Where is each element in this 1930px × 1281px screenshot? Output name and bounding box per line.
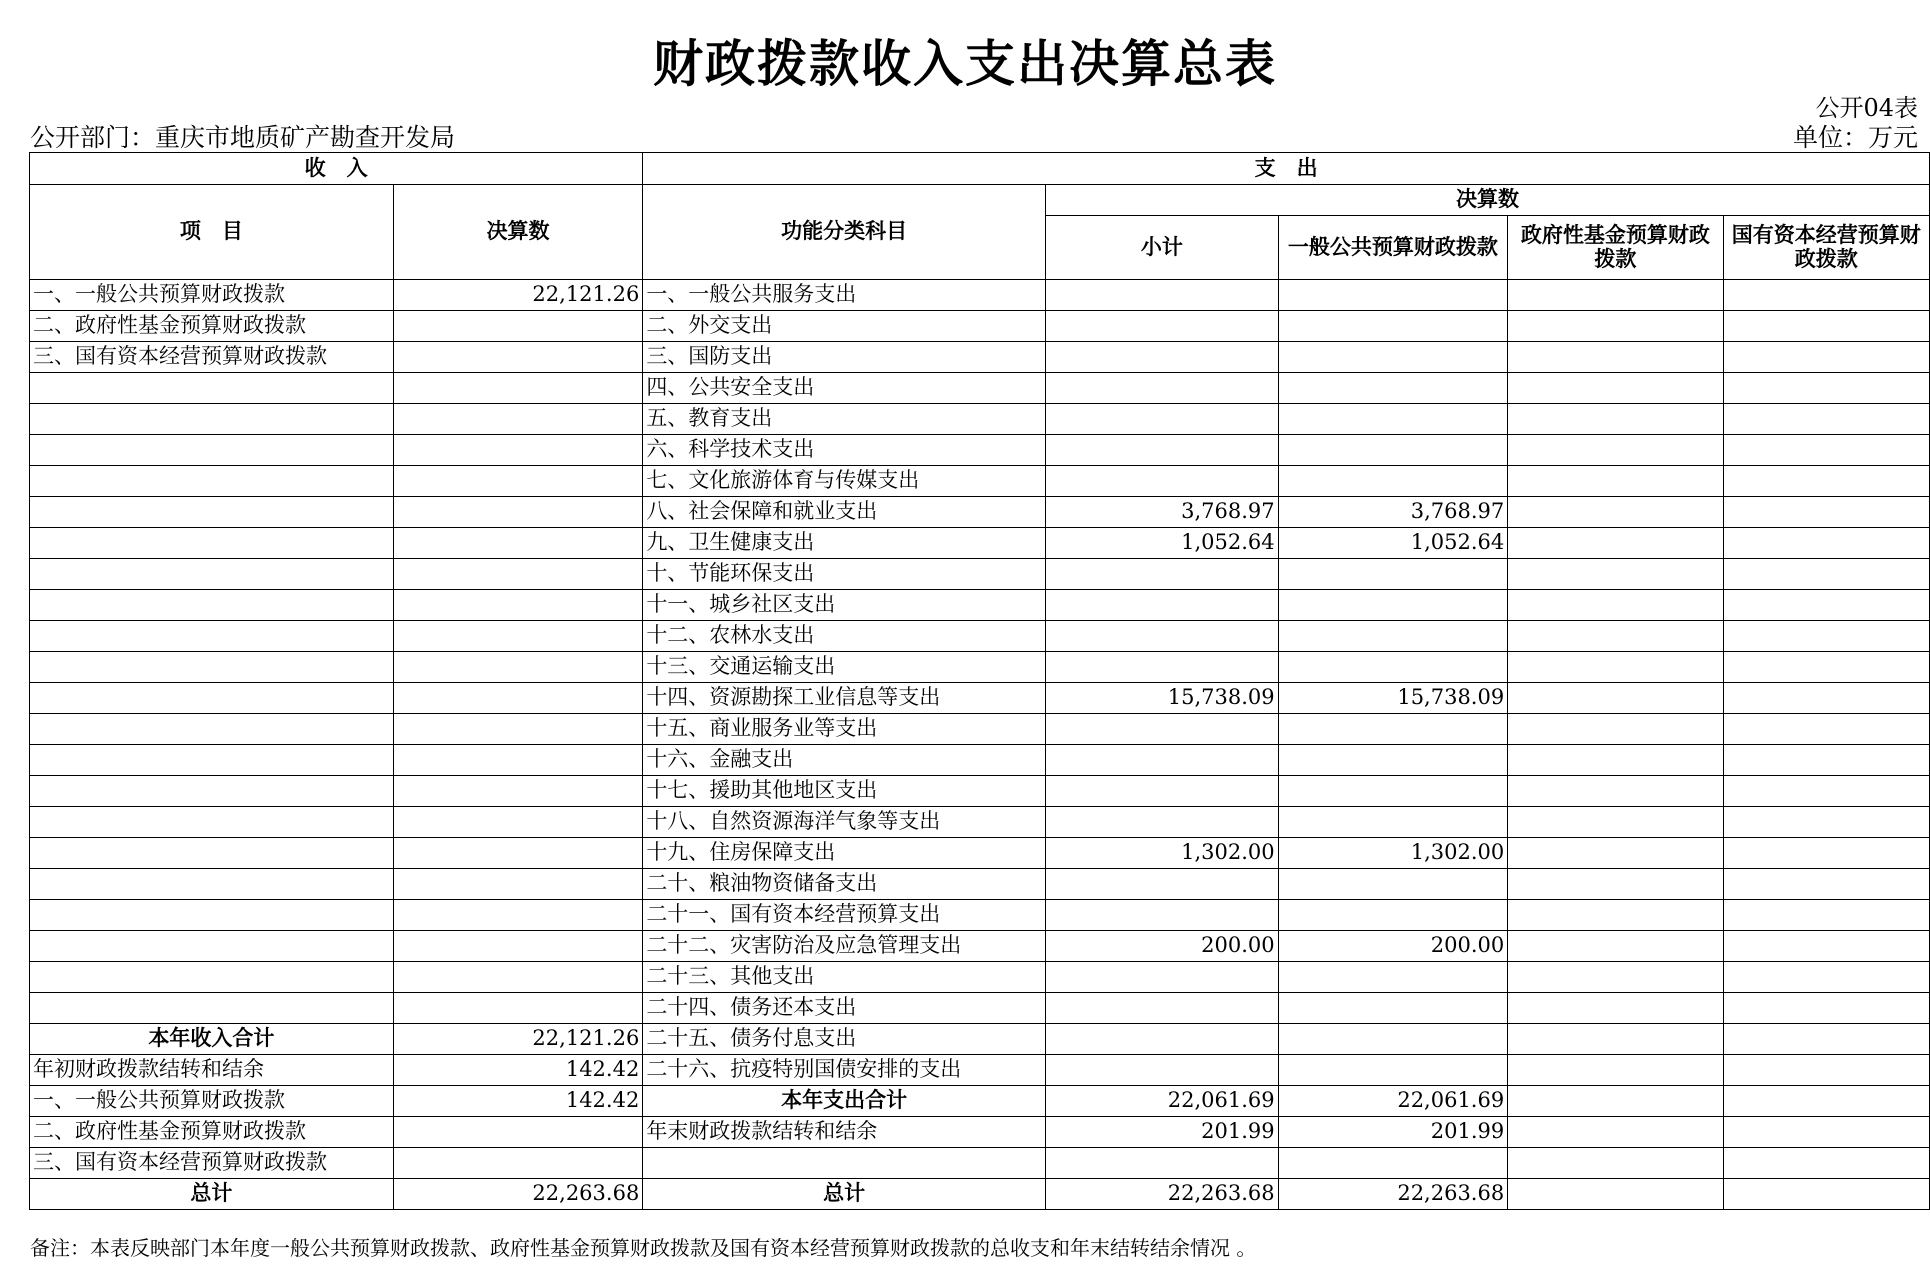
cell-subtotal (1046, 621, 1279, 652)
cell-inc-item (30, 683, 394, 714)
cell-general (1278, 373, 1508, 404)
cell-gov-fund (1508, 1055, 1723, 1086)
cell-state-capital (1723, 497, 1929, 528)
cell-inc-item (30, 931, 394, 962)
cell-exp-item: 五、教育支出 (643, 404, 1046, 435)
cell-inc-amt (393, 838, 643, 869)
cell-gov-fund (1508, 776, 1723, 807)
table-row (30, 1086, 1930, 1117)
cell-state-capital (1723, 466, 1929, 497)
cell-inc-amt (393, 621, 643, 652)
cell-exp-item: 十九、住房保障支出 (643, 838, 1046, 869)
table-body (30, 280, 1930, 1210)
cell-general (1278, 900, 1508, 931)
cell-subtotal (1046, 776, 1279, 807)
cell-gov-fund (1508, 497, 1723, 528)
table-row (30, 621, 1930, 652)
cell-exp-item: 十六、金融支出 (643, 745, 1046, 776)
cell-inc-item (30, 621, 394, 652)
cell-inc-item (30, 466, 394, 497)
cell-inc-item: 三、国有资本经营预算财政拨款 (30, 342, 394, 373)
cell-inc-amt: 22,121.26 (393, 1024, 643, 1055)
cell-inc-amt (393, 869, 643, 900)
table-row (30, 404, 1930, 435)
table-row (30, 1024, 1930, 1055)
cell-inc-amt (393, 745, 643, 776)
cell-inc-amt (393, 404, 643, 435)
cell-exp-item: 二十五、债务付息支出 (643, 1024, 1046, 1055)
cell-general (1278, 1148, 1508, 1179)
cell-general (1278, 621, 1508, 652)
cell-exp-item (643, 1148, 1046, 1179)
cell-inc-amt (393, 528, 643, 559)
amount-header: 决算数 (393, 185, 643, 280)
cell-general (1278, 559, 1508, 590)
cell-subtotal (1046, 373, 1279, 404)
cell-gov-fund (1508, 745, 1723, 776)
cell-inc-amt (393, 342, 643, 373)
cell-inc-amt (393, 435, 643, 466)
cell-exp-item: 二十三、其他支出 (643, 962, 1046, 993)
cell-inc-item (30, 373, 394, 404)
cell-gov-fund (1508, 342, 1723, 373)
cell-general (1278, 869, 1508, 900)
cell-gov-fund (1508, 1148, 1723, 1179)
cell-general (1278, 652, 1508, 683)
cell-subtotal (1046, 559, 1279, 590)
cell-gov-fund (1508, 435, 1723, 466)
cell-inc-item: 本年收入合计 (30, 1024, 394, 1055)
table-row (30, 1179, 1930, 1210)
table-row (30, 683, 1930, 714)
cell-subtotal: 1,052.64 (1046, 528, 1279, 559)
cell-inc-amt (393, 807, 643, 838)
cell-exp-item: 十七、援助其他地区支出 (643, 776, 1046, 807)
cell-state-capital (1723, 776, 1929, 807)
cell-gov-fund (1508, 683, 1723, 714)
cell-inc-item: 总计 (30, 1179, 394, 1210)
cell-inc-amt (393, 652, 643, 683)
form-number: 公开04表 (1815, 94, 1918, 122)
cell-inc-item (30, 652, 394, 683)
cell-gov-fund (1508, 931, 1723, 962)
cell-general: 1,302.00 (1278, 838, 1508, 869)
cell-general (1278, 280, 1508, 311)
cell-gov-fund (1508, 1179, 1723, 1210)
cell-state-capital (1723, 621, 1929, 652)
cell-gov-fund (1508, 621, 1723, 652)
cell-inc-item (30, 714, 394, 745)
cell-exp-item: 九、卫生健康支出 (643, 528, 1046, 559)
cell-state-capital (1723, 280, 1929, 311)
table-row (30, 435, 1930, 466)
cell-state-capital (1723, 435, 1929, 466)
cell-inc-item (30, 528, 394, 559)
cell-inc-amt (393, 1148, 643, 1179)
cell-inc-item (30, 590, 394, 621)
cell-exp-item: 二十二、灾害防治及应急管理支出 (643, 931, 1046, 962)
cell-gov-fund (1508, 807, 1723, 838)
cell-inc-amt (393, 714, 643, 745)
cell-general (1278, 962, 1508, 993)
cell-general: 22,061.69 (1278, 1086, 1508, 1117)
page-title: 财政拨款收入支出决算总表 (653, 35, 1277, 93)
cell-exp-item: 十八、自然资源海洋气象等支出 (643, 807, 1046, 838)
cell-inc-amt (393, 962, 643, 993)
cell-general (1278, 342, 1508, 373)
unit-label: 单位：万元 (1792, 123, 1918, 152)
cell-inc-amt (393, 466, 643, 497)
table-row (30, 993, 1930, 1024)
cell-general: 201.99 (1278, 1117, 1508, 1148)
cell-subtotal (1046, 745, 1279, 776)
cell-state-capital (1723, 838, 1929, 869)
cell-inc-item (30, 962, 394, 993)
cell-inc-amt: 22,263.68 (393, 1179, 643, 1210)
cell-state-capital (1723, 1148, 1929, 1179)
cell-general (1278, 466, 1508, 497)
cell-gov-fund (1508, 1086, 1723, 1117)
func-class-header: 功能分类科目 (643, 185, 1046, 280)
cell-gov-fund (1508, 900, 1723, 931)
cell-gov-fund (1508, 528, 1723, 559)
cell-gov-fund (1508, 869, 1723, 900)
cell-subtotal (1046, 652, 1279, 683)
cell-subtotal: 22,263.68 (1046, 1179, 1279, 1210)
cell-state-capital (1723, 1055, 1929, 1086)
cell-subtotal (1046, 1055, 1279, 1086)
cell-exp-item: 二、外交支出 (643, 311, 1046, 342)
table-row (30, 714, 1930, 745)
cell-subtotal (1046, 714, 1279, 745)
cell-inc-item (30, 776, 394, 807)
budget-table (29, 152, 1930, 1210)
cell-general (1278, 776, 1508, 807)
cell-general: 15,738.09 (1278, 683, 1508, 714)
cell-inc-item (30, 993, 394, 1024)
subtotal-header: 小计 (1046, 216, 1279, 280)
cell-inc-amt (393, 900, 643, 931)
cell-inc-amt (393, 776, 643, 807)
cell-general (1278, 590, 1508, 621)
table-row (30, 280, 1930, 311)
cell-gov-fund (1508, 311, 1723, 342)
expense-header: 支 出 (643, 153, 1930, 185)
cell-subtotal: 200.00 (1046, 931, 1279, 962)
cell-inc-item (30, 497, 394, 528)
cell-subtotal (1046, 590, 1279, 621)
cell-inc-item: 三、国有资本经营预算财政拨款 (30, 1148, 394, 1179)
cell-subtotal (1046, 1148, 1279, 1179)
table-row (30, 652, 1930, 683)
cell-exp-item: 四、公共安全支出 (643, 373, 1046, 404)
cell-inc-item (30, 435, 394, 466)
cell-state-capital (1723, 807, 1929, 838)
cell-subtotal (1046, 807, 1279, 838)
cell-inc-item (30, 404, 394, 435)
cell-exp-item: 十三、交通运输支出 (643, 652, 1046, 683)
table-row (30, 466, 1930, 497)
cell-gov-fund (1508, 373, 1723, 404)
cell-exp-item: 十一、城乡社区支出 (643, 590, 1046, 621)
cell-gov-fund (1508, 714, 1723, 745)
cell-exp-item: 十、节能环保支出 (643, 559, 1046, 590)
cell-subtotal: 15,738.09 (1046, 683, 1279, 714)
state-capital-header: 国有资本经营预算财政拨款 (1723, 216, 1929, 280)
table-row (30, 807, 1930, 838)
cell-exp-item: 七、文化旅游体育与传媒支出 (643, 466, 1046, 497)
cell-inc-item: 二、政府性基金预算财政拨款 (30, 1117, 394, 1148)
cell-inc-amt (393, 373, 643, 404)
cell-state-capital (1723, 1117, 1929, 1148)
cell-state-capital (1723, 311, 1929, 342)
cell-state-capital (1723, 559, 1929, 590)
cell-subtotal (1046, 1024, 1279, 1055)
cell-subtotal (1046, 435, 1279, 466)
gov-fund-header: 政府性基金预算财政拨款 (1508, 216, 1723, 280)
cell-exp-item: 二十六、抗疫特别国债安排的支出 (643, 1055, 1046, 1086)
cell-exp-item: 二十一、国有资本经营预算支出 (643, 900, 1046, 931)
cell-subtotal (1046, 311, 1279, 342)
cell-general (1278, 993, 1508, 1024)
cell-inc-item: 二、政府性基金预算财政拨款 (30, 311, 394, 342)
cell-exp-item: 十四、资源勘探工业信息等支出 (643, 683, 1046, 714)
cell-exp-item: 二十、粮油物资储备支出 (643, 869, 1046, 900)
table-row (30, 1117, 1930, 1148)
table-row (30, 373, 1930, 404)
cell-general (1278, 311, 1508, 342)
item-header: 项 目 (30, 185, 394, 280)
cell-exp-item: 总计 (643, 1179, 1046, 1210)
cell-exp-item: 六、科学技术支出 (643, 435, 1046, 466)
cell-subtotal: 22,061.69 (1046, 1086, 1279, 1117)
cell-inc-amt: 142.42 (393, 1086, 643, 1117)
table-row (30, 342, 1930, 373)
cell-exp-item: 本年支出合计 (643, 1086, 1046, 1117)
cell-subtotal (1046, 993, 1279, 1024)
cell-inc-amt (393, 1117, 643, 1148)
table-row (30, 528, 1930, 559)
cell-gov-fund (1508, 559, 1723, 590)
cell-inc-amt (393, 497, 643, 528)
cell-inc-amt: 22,121.26 (393, 280, 643, 311)
cell-inc-amt (393, 683, 643, 714)
table-row (30, 590, 1930, 621)
cell-general (1278, 745, 1508, 776)
cell-subtotal (1046, 900, 1279, 931)
cell-state-capital (1723, 652, 1929, 683)
cell-state-capital (1723, 869, 1929, 900)
table-row (30, 931, 1930, 962)
cell-state-capital (1723, 1179, 1929, 1210)
cell-exp-item: 二十四、债务还本支出 (643, 993, 1046, 1024)
cell-exp-item: 十二、农林水支出 (643, 621, 1046, 652)
cell-inc-item: 一、一般公共预算财政拨款 (30, 280, 394, 311)
cell-general (1278, 807, 1508, 838)
cell-general (1278, 1055, 1508, 1086)
cell-inc-item (30, 838, 394, 869)
cell-gov-fund (1508, 466, 1723, 497)
cell-exp-item: 十五、商业服务业等支出 (643, 714, 1046, 745)
cell-state-capital (1723, 590, 1929, 621)
table-row (30, 1148, 1930, 1179)
cell-subtotal: 201.99 (1046, 1117, 1279, 1148)
cell-gov-fund (1508, 404, 1723, 435)
cell-general (1278, 404, 1508, 435)
cell-exp-item: 一、一般公共服务支出 (643, 280, 1046, 311)
cell-inc-item (30, 807, 394, 838)
general-budget-header: 一般公共预算财政拨款 (1278, 216, 1508, 280)
cell-general (1278, 435, 1508, 466)
cell-inc-item (30, 559, 394, 590)
table-row (30, 497, 1930, 528)
cell-state-capital (1723, 931, 1929, 962)
cell-inc-amt (393, 931, 643, 962)
cell-inc-item (30, 900, 394, 931)
cell-subtotal: 1,302.00 (1046, 838, 1279, 869)
cell-subtotal (1046, 869, 1279, 900)
table-row (30, 900, 1930, 931)
cell-state-capital (1723, 993, 1929, 1024)
income-header: 收 入 (30, 153, 643, 185)
cell-subtotal (1046, 466, 1279, 497)
table-row (30, 1055, 1930, 1086)
cell-inc-item (30, 869, 394, 900)
cell-inc-amt (393, 311, 643, 342)
cell-state-capital (1723, 900, 1929, 931)
cell-gov-fund (1508, 1024, 1723, 1055)
cell-subtotal (1046, 280, 1279, 311)
table-row (30, 559, 1930, 590)
cell-state-capital (1723, 962, 1929, 993)
table-row (30, 962, 1930, 993)
cell-inc-amt (393, 559, 643, 590)
cell-gov-fund (1508, 590, 1723, 621)
cell-gov-fund (1508, 652, 1723, 683)
cell-state-capital (1723, 745, 1929, 776)
cell-gov-fund (1508, 962, 1723, 993)
cell-state-capital (1723, 1086, 1929, 1117)
cell-general (1278, 714, 1508, 745)
cell-gov-fund (1508, 993, 1723, 1024)
cell-exp-item: 年末财政拨款结转和结余 (643, 1117, 1046, 1148)
table-row (30, 838, 1930, 869)
table-row (30, 745, 1930, 776)
cell-gov-fund (1508, 838, 1723, 869)
cell-state-capital (1723, 1024, 1929, 1055)
cell-inc-item (30, 745, 394, 776)
cell-exp-item: 三、国防支出 (643, 342, 1046, 373)
cell-inc-amt: 142.42 (393, 1055, 643, 1086)
footnote: 备注：本表反映部门本年度一般公共预算财政拨款、政府性基金预算财政拨款及国有资本经营预算财政拨款的总收支和年末结转结余情况 。 (30, 1236, 1257, 1260)
cell-state-capital (1723, 342, 1929, 373)
department-label: 公开部门：重庆市地质矿产勘查开发局 (30, 123, 456, 152)
cell-general: 200.00 (1278, 931, 1508, 962)
cell-gov-fund (1508, 280, 1723, 311)
table-row (30, 776, 1930, 807)
table-row (30, 869, 1930, 900)
cell-inc-item: 一、一般公共预算财政拨款 (30, 1086, 394, 1117)
cell-general: 1,052.64 (1278, 528, 1508, 559)
cell-state-capital (1723, 528, 1929, 559)
table-row (30, 311, 1930, 342)
final-amount-header: 决算数 (1046, 185, 1930, 216)
cell-inc-amt (393, 590, 643, 621)
cell-state-capital (1723, 373, 1929, 404)
cell-general (1278, 1024, 1508, 1055)
cell-general: 22,263.68 (1278, 1179, 1508, 1210)
cell-gov-fund (1508, 1117, 1723, 1148)
cell-subtotal: 3,768.97 (1046, 497, 1279, 528)
cell-state-capital (1723, 404, 1929, 435)
cell-state-capital (1723, 714, 1929, 745)
cell-subtotal (1046, 342, 1279, 373)
cell-subtotal (1046, 962, 1279, 993)
cell-inc-item: 年初财政拨款结转和结余 (30, 1055, 394, 1086)
cell-general: 3,768.97 (1278, 497, 1508, 528)
cell-state-capital (1723, 683, 1929, 714)
cell-subtotal (1046, 404, 1279, 435)
cell-exp-item: 八、社会保障和就业支出 (643, 497, 1046, 528)
cell-inc-amt (393, 993, 643, 1024)
